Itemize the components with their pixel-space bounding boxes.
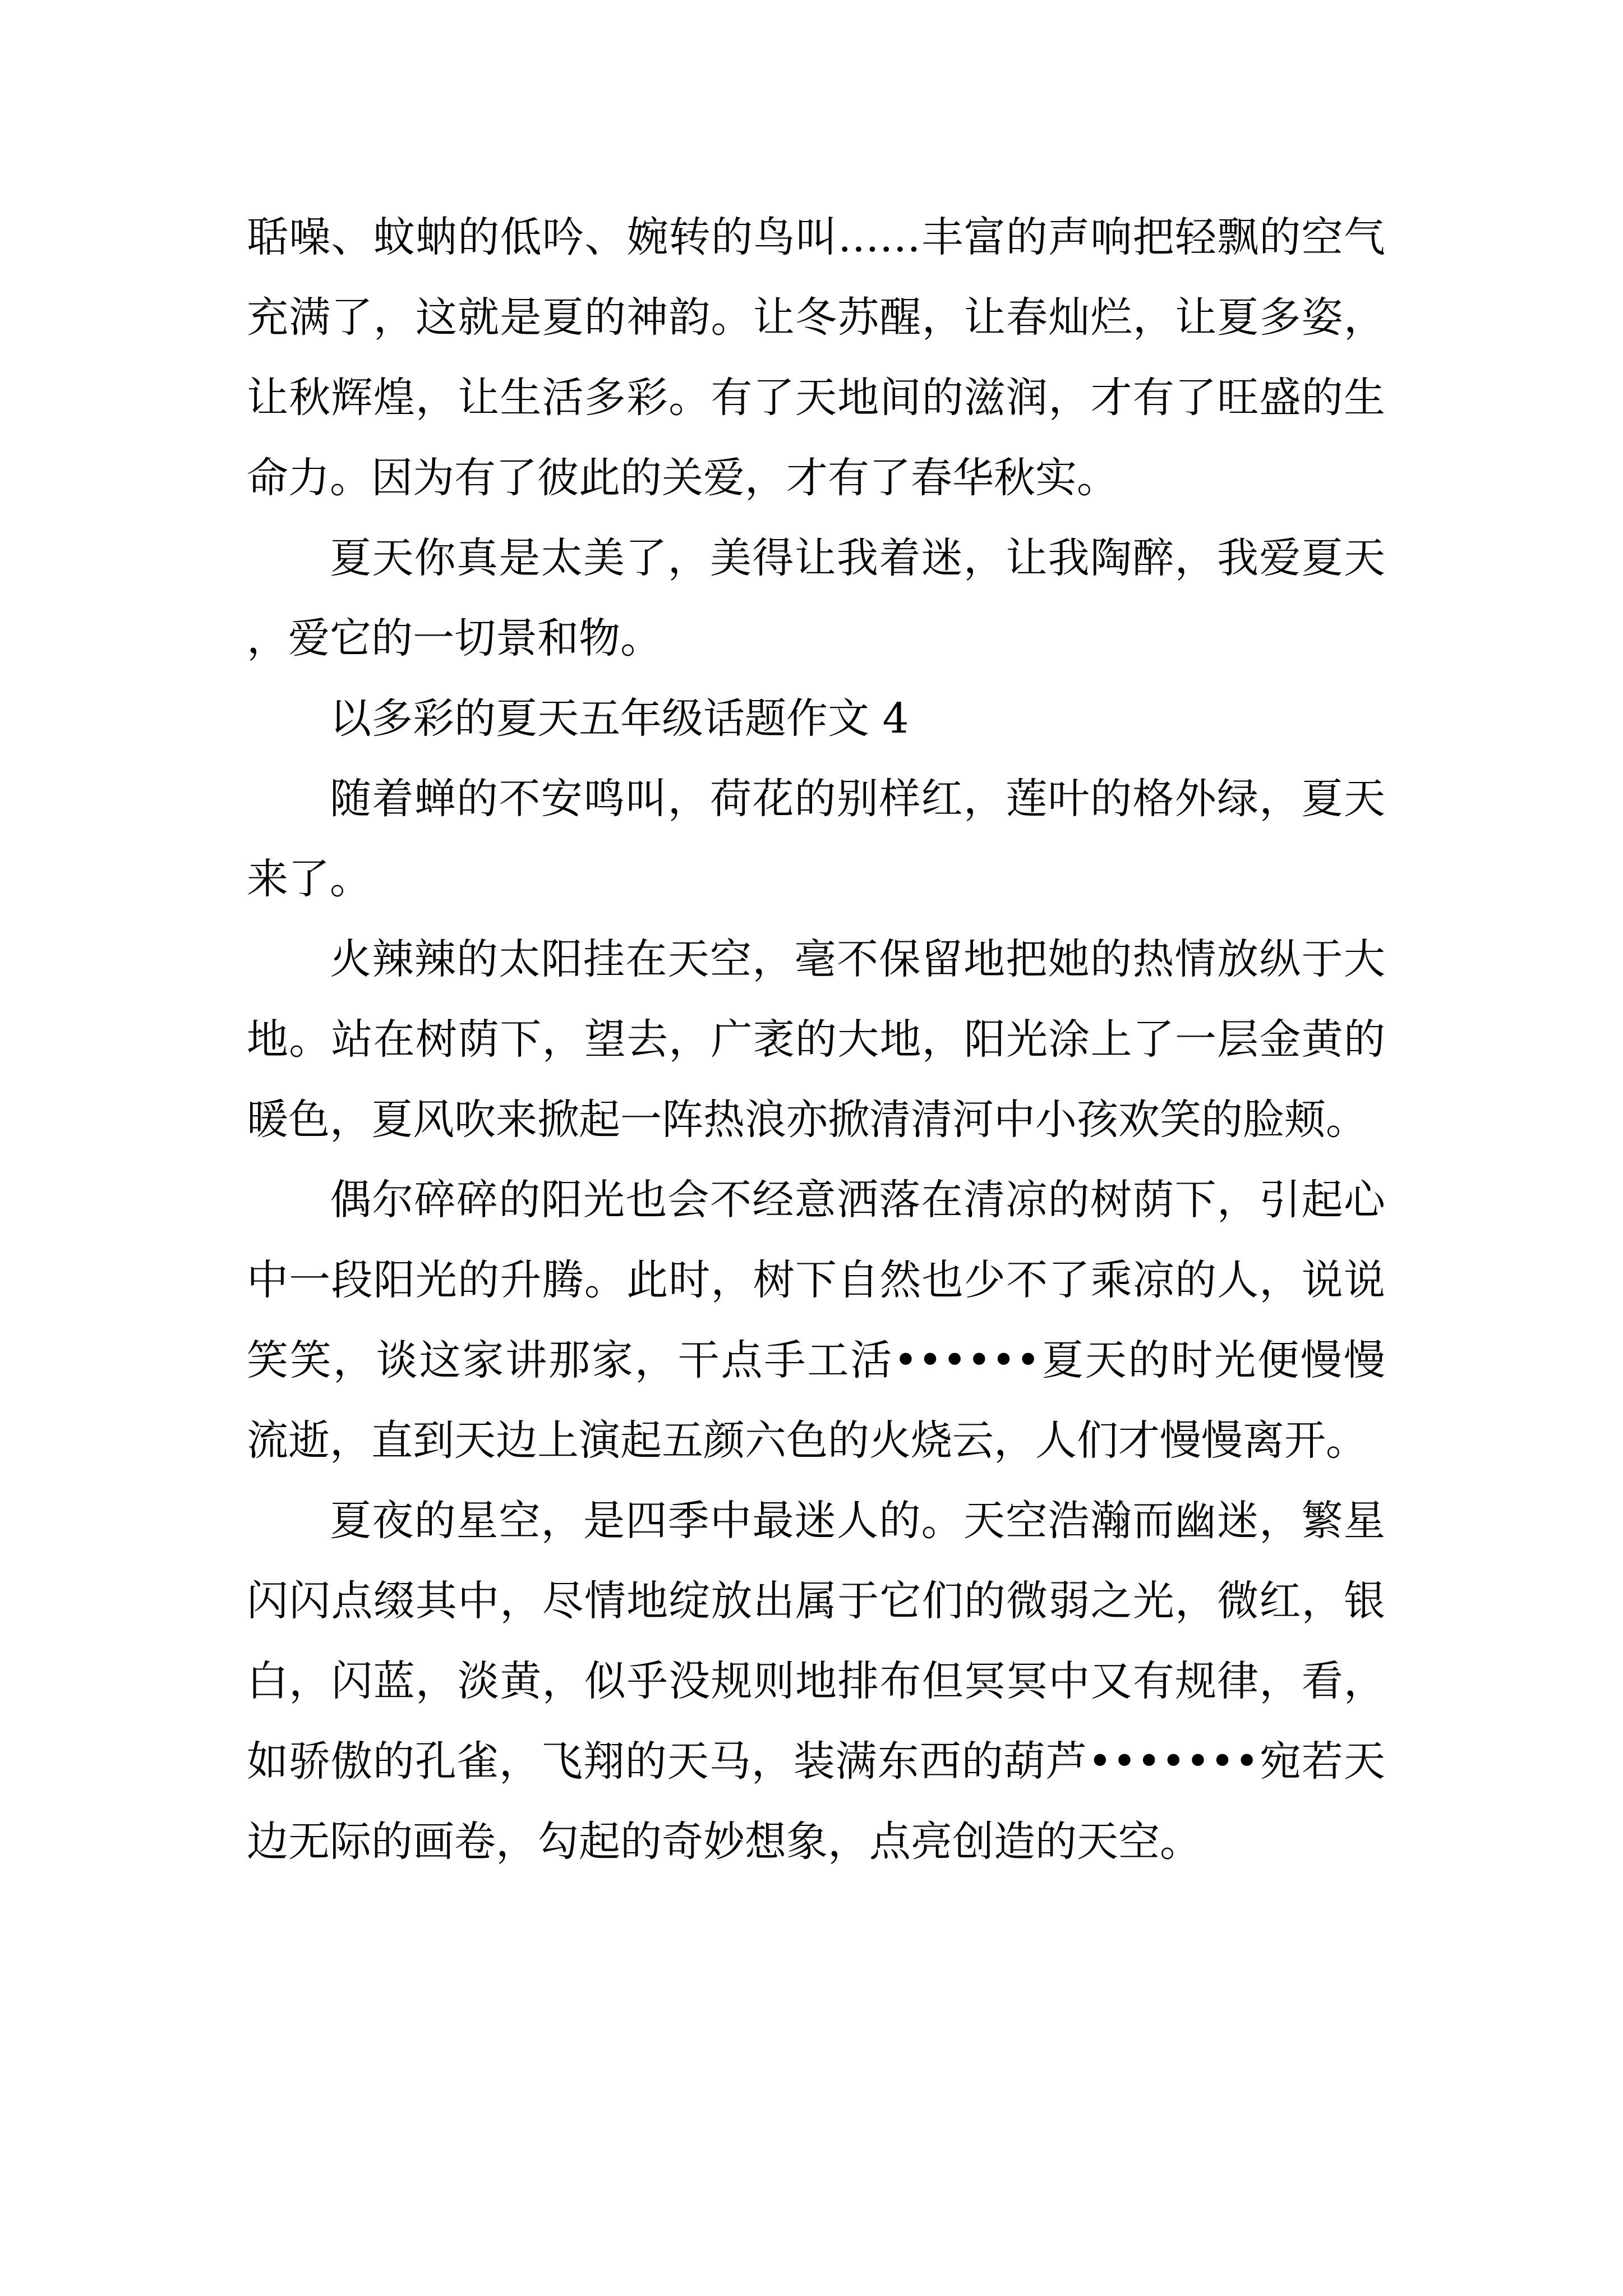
paragraph: 夏天你真是太美了，美得让我着迷，让我陶醉，我爱夏天，爱它的一切景和物。	[247, 534, 1385, 662]
paragraph: 聒噪、蚊蚋的低吟、婉转的鸟叫……丰富的声响把轻飘的空气充满了，这就是夏的神韵。让冬苏醒，让春灿烂，让夏多姿，让秋辉煌，让生活多彩。有了天地间的滋润，才有了旺盛的生命力。因为有了彼此的关爱，才有了春华秋实。	[247, 213, 1385, 502]
paragraph: 夏夜的星空，是四季中最迷人的。天空浩瀚而幽迷，繁星闪闪点缀其中，尽情地绽放出属于它们的微弱之光，微红，银白，闪蓝，淡黄，似乎没规则地排布但冥冥中又有规律，看，如骄傲的孔雀，飞翔的天马，装满东西的葫芦•••••••宛若天边无际的画卷，勾起的奇妙想象，点亮创造的天空。	[247, 1497, 1385, 1866]
body-text	[247, 197, 1385, 1882]
paragraph: 偶尔碎碎的阳光也会不经意洒落在清凉的树荫下，引起心中一段阳光的升腾。此时，树下自然也少不了乘凉的人，说说笑笑，谈这家讲那家，干点手工活••••••夏天的时光便慢慢流逝，直到天边上演起五颜六色的火烧云，人们才慢慢离开。	[247, 1176, 1385, 1465]
paragraph: 随着蝉的不安鸣叫，荷花的别样红，莲叶的格外绿，夏天来了。	[247, 775, 1385, 903]
section-heading: 以多彩的夏天五年级话题作文 4	[330, 694, 909, 743]
paragraph: 火辣辣的太阳挂在天空，毫不保留地把她的热情放纵于大地。站在树荫下，望去，广袤的大地，阳光涂上了一层金黄的暖色，夏风吹来掀起一阵热浪亦掀清清河中小孩欢笑的脸颊。	[247, 935, 1385, 1144]
